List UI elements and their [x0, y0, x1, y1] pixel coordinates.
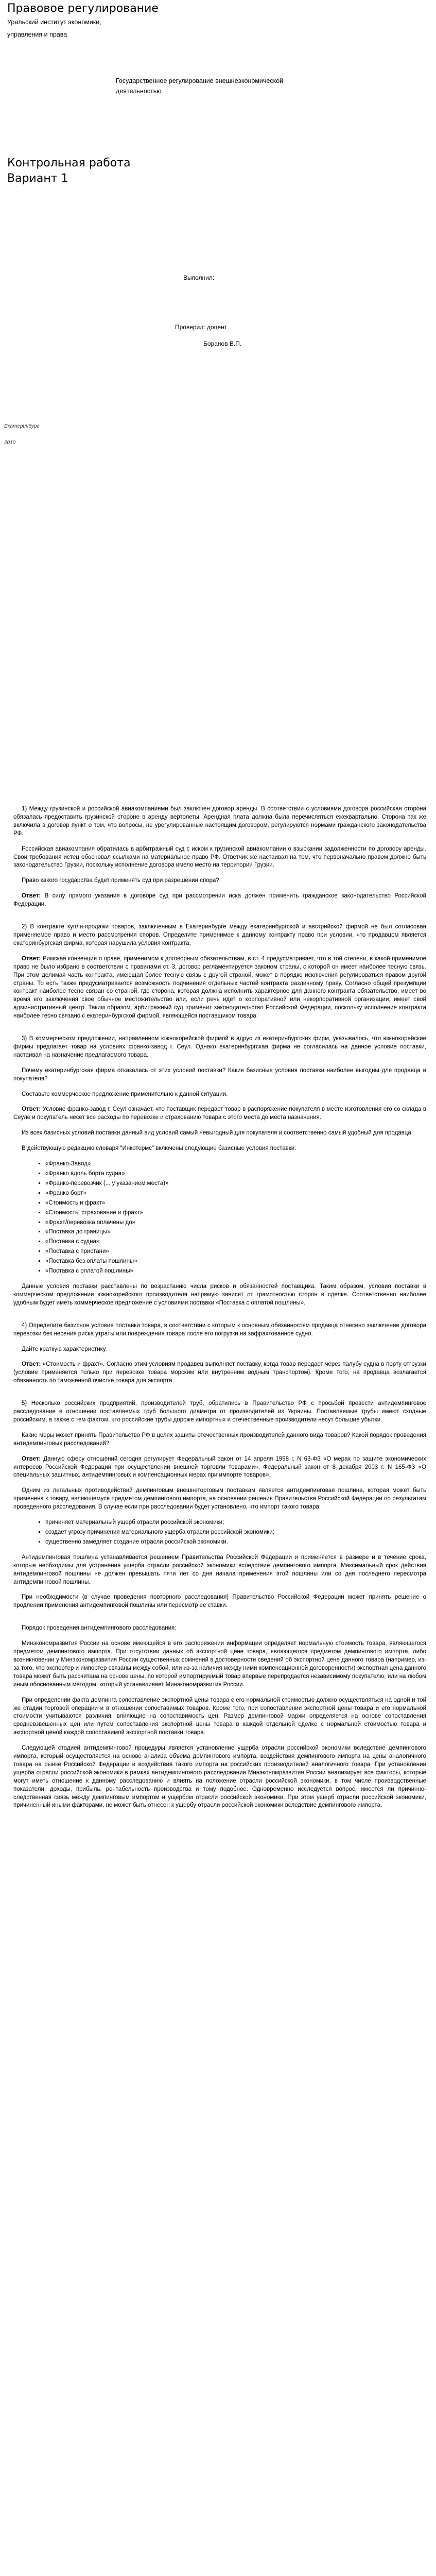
variant-heading: Вариант 1: [7, 172, 68, 185]
performed-label: Выполнил:: [183, 274, 215, 281]
list-item: ▪ создает угрозу причинения материального ущерба отрасли российской экономики;: [45, 1529, 426, 1537]
list-item: ▪ «Стоимость, страхование и фрахт»: [45, 1209, 426, 1217]
question-5-ask: Какие меры может принять Правительство РФ в целях защиты отечественных производителей данного вида товаров? Какой порядок проведения антидемпинговых расследований?: [13, 1432, 426, 1447]
document-title: Правовое регулирование: [7, 2, 159, 15]
answer-1-text: В силу прямого указания в договоре суд при рассмотрении иска должен применить гражданское законодательство Российской Федерации.: [13, 893, 426, 908]
investigation-step-3: Следующей стадией антидемпинговой процедуры является установление ущерба отрасли российской экономики вследствие демпингового импорта, который осуществляется на основе анализа объема демпингового импорта, воздействия демпингового импорта на цены аналогичного товара на рынке Российской Федерации и воздействия такого импорта на российских производителей аналогичного товара. При установлении ущерба отрасли российской экономики в рамках антидемпингового расследования Минэкономразвития России анализирует все факторы, которые могут иметь отношение к данному расследованию и влиять на положение отрасли российской экономики, в том числе производственные показатели, доходы, прибыль, рентабельность производства и тому подобное. Одновременно исследуется вопрос, имеется ли причинно-следственная связь между демпинговым импортом и ущербом отрасли российской экономики. При этом ущерб отрасли российской экономики, причиненный иными факторами, не может быть отнесен к ущербу отрасли российской экономики вследствие демпингового импорта.: [13, 1745, 426, 1809]
answer-5-extension: При необходимости (в случае проведения повторного расследования) Правительство Российской Федерации может принять решение о продлении применения антидемпинговой пошлины или пересмотр ее ставки.: [13, 1594, 426, 1609]
checked-label: Проверил: доцент: [175, 324, 228, 331]
damage-criteria-list: [13, 1519, 426, 1547]
answer-5-text: Данную сферу отношений сегодня регулирует Федеральный закон от 14 апреля 1998 г. N 63-ФЗ «О мерах по защите экономических интересов Российской Федерации при осуществлении внешней торговли товарами», Федеральный закон от 8 декабря 2003 г. N 165-ФЗ «О специальных защитных, антидемпинговых и компенсационных мерах при импорте товаров».: [13, 1455, 426, 1479]
list-item: ▪ «Поставка без оплаты пошлины»: [45, 1258, 426, 1266]
list-item: ▪ «Франко-Завод»: [45, 1160, 426, 1168]
answer-2-text: Римская конвенция о праве, применимом к договорным обязательствам, в ст. 4 предусматривает, что в той степени, в какой применимое право не было избрано в соответствии с правилами ст. 3, договор регламентируется законом страны, с которой он имеет наиболее тесную связь. При этом делимая часть контракта, имеющая более тесную связь с другой страной, может в порядке исключения регулироваться правом другой страны. То есть также предусматривается возможность подчинения отдельных частей контракта различному праву. Согласно общей презумпции контракт наиболее тесно связан со страной, где сторона, которая должна исполнить характерное для данного контракта обязательство, имеет во время его заключения свое обычное местожительство или, если речь идет о корпоративной или некорпоративной организации, имеет свой административный центр. Таким образом, арбитражный суд применит законодательство Российской Федерации, поскольку исполнение контракта наиболее тесно связано с екатеринбургской фирмой, являющейся поставщиком товара.: [13, 955, 426, 1020]
question-3: 3) В коммерческом предложении, направленном южнокорейской фирмой в адрус из екатеринбургских фирм, указывалось, что южнокорейские фирмы предлагает товар на условиях франко-завод г. Сеул. Однако екатеринбургская фирма не согласилась на данное условие поставки, настаивая на назначение предлагаемого товара.: [13, 1036, 426, 1058]
answer-5: [13, 1455, 426, 1480]
question-1: 1) Между грузинской и российской авиакомпаниями был заключен договор аренды. В соответствии с условиями договора российская сторона обязалась предоставить грузинской стороне в аренду вертолеты. Арендная плата должна была перечисляться ежеквартально. Сторона так же включила в договор пункт о том, что вопросы, не урегулированные настоящим договором, регулируются нормами гражданского законодательства РФ.: [13, 806, 426, 837]
work-type-heading: Контрольная работа: [7, 157, 131, 170]
institute-line-2: управления и права: [7, 31, 67, 38]
subject-line-2: деятельностью: [116, 88, 162, 95]
list-item: ▪ «Фрахт/перевозка оплачены до»: [45, 1219, 426, 1227]
answer-3: [13, 1106, 426, 1122]
answer-4: [13, 1361, 426, 1385]
answer-3-text: Условие франко-завод г. Сеул означает, что поставщик передает товар в распоряжение покупателя в месте изготовления его со склада в Сеуле и покупатель несет все расходы по перевозке и страхованию товара с этого места до места назначения.: [13, 1106, 426, 1121]
list-item: ▪ «Поставка с пристани»: [45, 1248, 426, 1256]
question-3-task: Составьте коммерческое предложение применительно к данной ситуации.: [22, 1091, 228, 1097]
answer-2-label: Ответ:: [22, 955, 41, 962]
document-body: [13, 805, 426, 2576]
question-1-details: Российская авиакомпания обратилась в арбитражный суд с иском к грузинской авиакомпании о взыскании задолженности по договору аренды. Свои требования истец обосновал ссылками на материальное право РФ. Ответчик же настаивал на том, что первоначально правом должно быть законодательство Грузии, поскольку исполнение договора имело место на территории Грузии.: [13, 845, 426, 869]
answer-3-label: Ответ:: [22, 1106, 41, 1113]
answer-2: [13, 955, 426, 1021]
list-item: ▪ причиняет материальный ущерб отрасли российской экономики;: [45, 1519, 426, 1527]
answer-4-label: Ответ:: [22, 1361, 41, 1368]
investigation-heading: Порядок проведения антидемпингового расследования:: [22, 1625, 177, 1632]
list-item: ▪ «Франко вдоль борта судна»: [45, 1170, 426, 1178]
question-5: 5) Несколько российских предприятий, производителей труб, обратились в Правительство РФ с просьбой провести антидемпинговое расследование в отношении поставляемых труб большого диаметра от производителей из Украины. Поставляемые трубы имеют сходные российским, а также с тем фактом, что российские трубы дороже импортных и отечественные производители несут большие убытки.: [13, 1400, 426, 1423]
city: Екатеринбург: [4, 423, 40, 429]
question-2: 2) В контракте купли-продажи товаров, заключенным в Екатеринбурге между екатеринбургской и австрийской фирмой не был согласован применяемое право и место рассмотрения споров. Определите применимое к данному контракту право при условии, что продавцом является екатеринбургская фирма, которая нарушила условия контракта.: [13, 924, 426, 946]
year: 2010: [4, 440, 16, 446]
answer-1-label: Ответ:: [22, 893, 41, 900]
answer-5-duty-terms: Антидемпинговая пошлина устанавливается решением Правительства Российской Федерации и применяется в размере и в течение срока, которые необходимы для устранения ущерба отрасли российской экономики вследствие демпингового импорта. Максимальный срок действия антидемпинговой пошлины не должен превышать пяти лет со дня начала применения этой пошлины или со дня последнего пересмотра антидемпинговой пошлины.: [13, 1554, 426, 1585]
answer-3-conclusion: Данные условия поставки расставлены по возрастанию числа рисков и обязанностей поставщика. Таким образом, условия поставки в коммерческом предложении южнокорейского производителя напрямую зависят от грамотностью сторон в сделке. Соответственно наиболее удобным будет иметь коммерческое предложение с условиями поставки «Поставка с оплатой пошлины».: [13, 1283, 426, 1306]
question-3-ask: Почему екатеринбургская фирма отказалась от этих условий поставки? Какие базисные условия поставки наиболее выгодны для продавца и покупателя?: [13, 1067, 426, 1082]
answer-1: [13, 892, 426, 909]
answer-5-duty: Одним из легальных противодействий демпинговым внешнеторговым поставкам является антидемпинговая пошлина, которая может быть применена к товару, являющемуся предметом демпингового импорта, на основании решения Правительства Российской Федерации по результатам проведенного расследования. В случае если при расследовании будет установлено, что импорт такого товара:: [13, 1487, 426, 1511]
question-4: 4) Определите базисное условие поставки товара, в соответствии с которым к основным обязанностям продавца отнесено заключение договора перевозки без несения риска утраты или повреждения товара после его погрузки на зафрахтованное судно.: [13, 1322, 426, 1337]
list-item: ▪ «Франко-перевозчик (... у указанием места)»: [45, 1180, 426, 1188]
answer-3-intro: В действующую редакцию словаря "Инкотермс" включены следующие базисные условия поставки:: [22, 1145, 297, 1152]
list-item: ▪ «Стоимость и фрахт»: [45, 1199, 426, 1208]
list-item: ▪ существенно замедляет создание отрасли российской экономики.: [45, 1538, 426, 1547]
list-item: ▪ «Поставка до границы»: [45, 1228, 426, 1236]
answer-5-label: Ответ:: [22, 1455, 41, 1462]
subject-line-1: Государственное регулирование внешнеэкономической: [116, 77, 284, 84]
answer-3-note: Из всех базисных условий поставки данный вид условий самый невыгодный для покупателя и соответственно самый удобный для продавца.: [22, 1130, 413, 1137]
list-item: ▪ «Поставка с судна»: [45, 1238, 426, 1246]
investigation-step-1: Минэкономразвития России на основе имеющейся в его распоряжении информации определяет нормальную стоимость товара, являющегося предметом демпингового импорта. При отсутствии данных об экспортной цене товара, являющегося предметом демпингового импорта, либо возникновении у Минэкономразвития России существенных сомнений в достоверности сведений об экспортной цене данного товара (например, из-за того, что экспортер и импортер связаны между собой, или из-за наличия между ними компенсационной договоренности) экспортная цена данного товара может быть рассчитана на основе цены, по которой импортируемый товар впервые перепродается независимому покупателю, или на любом иным обоснованным методом, который устанавливает Минэкономразвития России.: [13, 1640, 426, 1688]
question-1-ask: Право какого государства будет применять суд при разрешении спора?: [22, 877, 219, 884]
incoterms-list: [13, 1160, 426, 1276]
checker-name: Боранов В.П.: [203, 340, 242, 347]
list-item: ▪ «Поставка с оплатой пошлины»: [45, 1267, 426, 1276]
question-4-ask: Дайте краткую характеристику.: [22, 1346, 107, 1352]
answer-4-text: «Стоимость и фрахт». Согласно этим условиям продавец выполняет поставку, когда товар передает через палубу судна в порту отгрузки (условие применяется только при перевозке товара морским или внутренним водным транспортом). Кроме того, на продавца возлагается обязанность по таможенной очистке товара для экспорта.: [13, 1361, 426, 1384]
list-item: ▪ «Франко борт»: [45, 1190, 426, 1198]
investigation-step-2: При определении факта демпинга сопоставление экспортной цены товара с его нормальной стоимостью должно осуществляться на одной и той же стадии торговой операции и в отношении сопоставимых товаров. Кроме того, при сопоставлении экспортной цены товара и его нормальной стоимости учитываются различия, влияющие на сопоставимость цен. Размер демпинговой маржи определяется на основе сопоставления средневзвешенных цен или путем сопоставления экспортной цены товара в каждой отдельной сделке с нормальной стоимостью товара и экспортной ценой каждой сопоставимой экспортной поставки товара.: [13, 1697, 426, 1736]
institute-line-1: Уральский институт экономики,: [7, 19, 101, 26]
